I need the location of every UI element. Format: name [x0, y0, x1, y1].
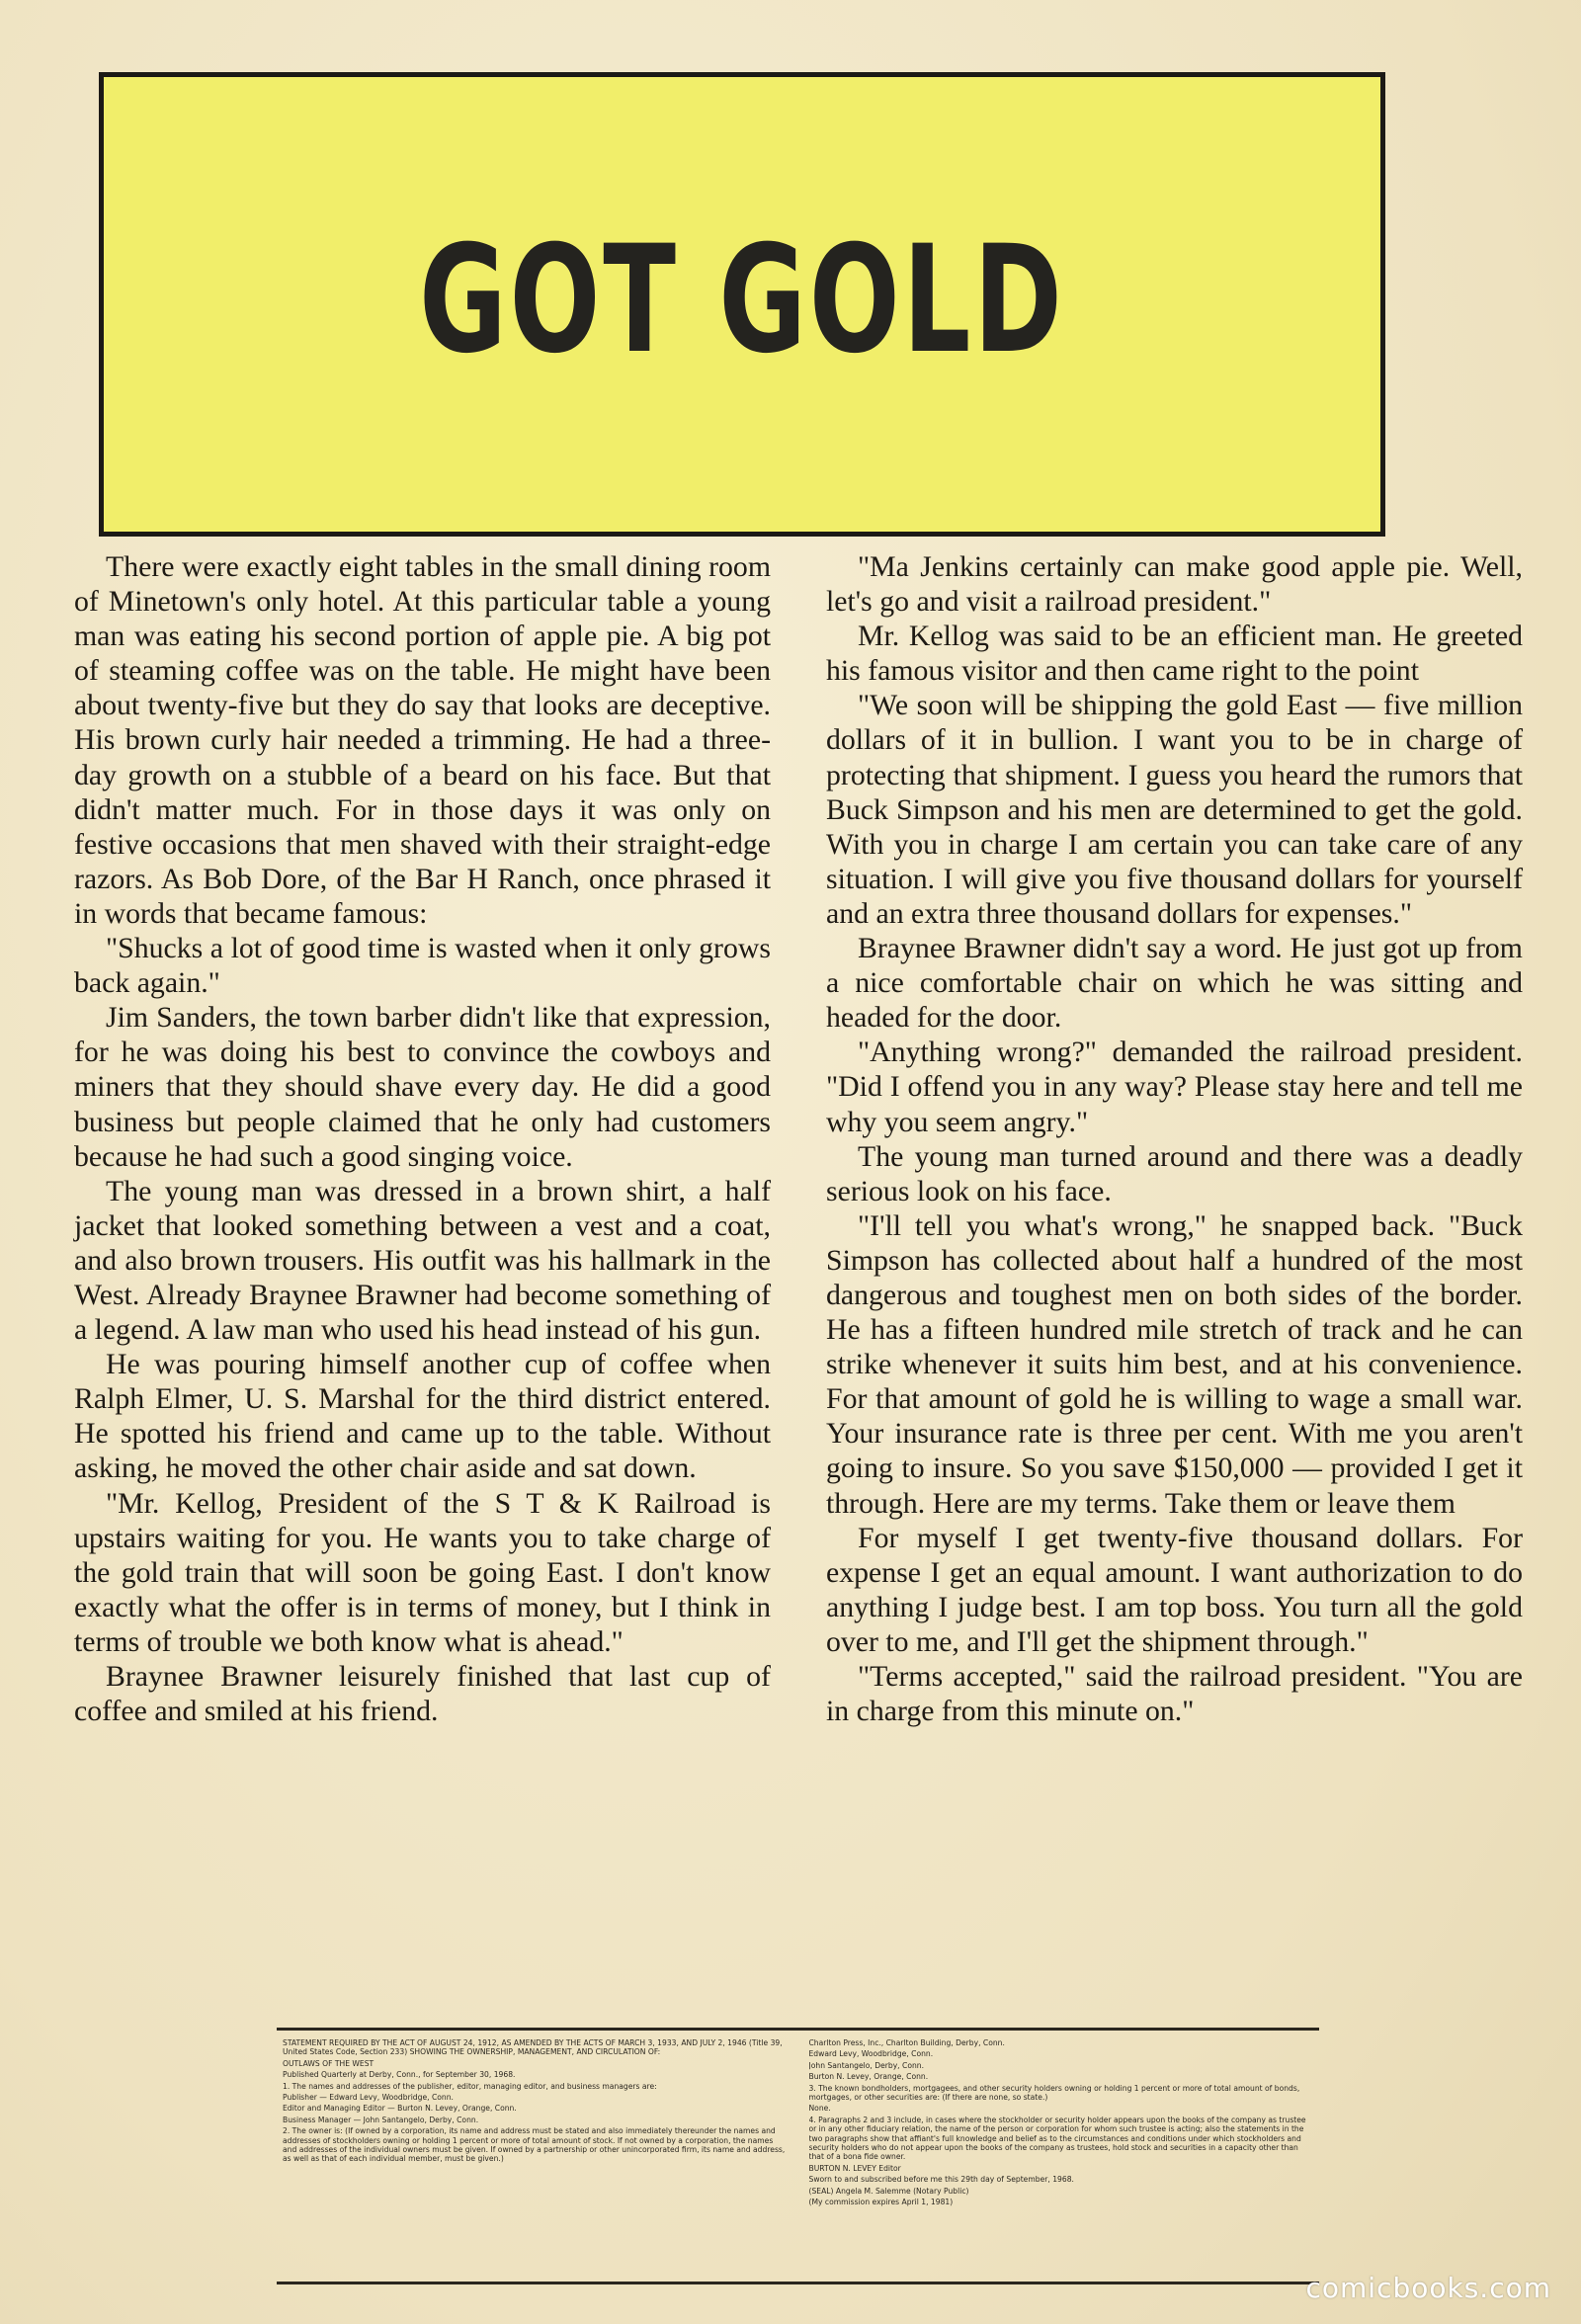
story-column-right: [826, 549, 1523, 1728]
statement-line: 2. The owner is: (If owned by a corporation, its name and address must be stated and also immediately thereunder the names and addresses of stockholders owning or holding 1 percent or more of total amount of stock. If not owned by a corporation, the names and addresses of the individual owners must be given. If owned by a partnership or other unincorporated firm, its name and address, as well as that of each individual member, must be given.): [283, 2126, 786, 2164]
story-column-left: [74, 549, 771, 1728]
statement-line: Edward Levy, Woodbridge, Conn.: [808, 2049, 934, 2059]
statement-line: (My commission expires April 1, 1981): [808, 2198, 954, 2207]
statement-column-right: [809, 2038, 1314, 2282]
paragraph: The young man turned around and there was a deadly serious look on his face.: [826, 1139, 1523, 1207]
statement-line: OUTLAWS OF THE WEST: [283, 2058, 374, 2068]
paragraph: There were exactly eight tables in the small dining room of Minetown's only hotel. At this particular table a young man was eating his second portion of apple pie. A big pot of steaming coffee was on the table. He might have been about twenty-five but they do say that looks are deceptive. His brown curly hair needed a trimming. He had a three-day growth on a stubble of a beard on his face. But that didn't matter much. For in those days it was only on festive occasions that men shaved with their straight-edge razors. As Bob Dore, of the Bar H Ranch, once phrased it in words that became famous:: [74, 550, 771, 930]
statement-line: Charlton Press, Inc., Charlton Building, Derby, Conn.: [808, 2038, 1005, 2047]
statement-line: John Santangelo, Derby, Conn.: [808, 2060, 925, 2070]
paragraph: The young man was dressed in a brown shirt, a half jacket that looked something between a vest and a coat, and also brown trousers. His outfit was his hallmark in the West. Already Braynee Brawner had become something of a legend. A law man who used his head instead of his gun.: [74, 1174, 771, 1347]
paragraph: For myself I get twenty-five thousand dollars. For expense I get an equal amount. I want authorization to do anything I judge best. I am top boss. You turn all the gold over to me, and I'll get the shipment through.": [826, 1521, 1523, 1658]
paragraph: "We soon will be shipping the gold East — five million dollars of it in bullion. I want you to be in charge of protecting that shipment. I guess you heard the rumors that Buck Simpson and his men are determined to get the gold. With you in charge I am certain you can take care of any situation. I will give you five thousand dollars for yourself and an extra three thousand dollars for expenses.": [826, 689, 1523, 930]
paragraph: Mr. Kellog was said to be an efficient man. He greeted his famous visitor and then came right to the point: [826, 620, 1523, 688]
statement-line: Burton N. Levey, Orange, Conn.: [808, 2072, 929, 2082]
statement-line: Published Quarterly at Derby, Conn., for September 30, 1968.: [283, 2070, 516, 2080]
paragraph: "Shucks a lot of good time is wasted when it only grows back again.": [74, 932, 771, 1000]
statement-line: Business Manager — John Santangelo, Derby, Conn.: [283, 2115, 479, 2124]
statement-line: Sworn to and subscribed before me this 29th day of September, 1968.: [808, 2175, 1074, 2185]
statement-column-left: [283, 2038, 788, 2282]
paragraph: Braynee Brawner didn't say a word. He just got up from a nice comfortable chair on which he was sitting and headed for the door.: [826, 932, 1523, 1035]
paragraph: "Terms accepted," said the railroad president. "You are in charge from this minute on.": [826, 1660, 1523, 1728]
statement-line: 4. Paragraphs 2 and 3 include, in cases where the stockholder or security holder appears upon the books of the company as trustee or in any other fiduciary relation, the name of the person or corporation for whom such trustee is acting; also the statements in the two paragraphs show that affiant's full knowledge and belief as to the circumstances and conditions under which stockholders and security holders who do not appear upon the books of the company as trustees, hold stock and securities in a capacity other than that of a bona fide owner.: [808, 2115, 1306, 2162]
title-box: [99, 72, 1385, 537]
statement-line: (SEAL) Angela M. Salemme (Notary Public): [808, 2186, 969, 2196]
ownership-statement: [277, 2028, 1319, 2284]
watermark: comicbooks.com: [1305, 2272, 1551, 2304]
paragraph: Braynee Brawner leisurely finished that last cup of coffee and smiled at his friend.: [74, 1660, 771, 1728]
paragraph: Jim Sanders, the town barber didn't like that expression, for he was doing his best to convince the cowboys and miners that they should shave every day. He did a good business but people claimed that he only had customers because he had such a good singing voice.: [74, 1001, 771, 1173]
statement-line: Publisher — Edward Levy, Woodbridge, Conn.: [283, 2093, 454, 2103]
paragraph: "Ma Jenkins certainly can make good apple pie. Well, let's go and visit a railroad president.": [826, 550, 1523, 619]
statement-line: None.: [808, 2104, 831, 2114]
statement-line: 1. The names and addresses of the publisher, editor, managing editor, and business managers are:: [283, 2081, 657, 2091]
paragraph: "Mr. Kellog, President of the S T & K Railroad is upstairs waiting for you. He wants you to take charge of the gold train that will soon be going East. I don't know exactly what the offer is in terms of money, but I think in terms of trouble we both know what is ahead.": [74, 1486, 771, 1658]
statement-line: Editor and Managing Editor — Burton N. Levey, Orange, Conn.: [283, 2104, 517, 2114]
story-title: GOT GOLD: [419, 214, 1065, 386]
statement-line: 3. The known bondholders, mortgagees, and other security holders owning or holding 1 percent or more of total amount of bonds, mortgages, or other securities are: (If there are none, so state.): [808, 2083, 1300, 2103]
paragraph: "I'll tell you what's wrong," he snapped back. "Buck Simpson has collected about half a hundred of the most dangerous and toughest men on both sides of the border. He has a fifteen hundred mile stretch of track and he can strike whenever it suits him best, and at his convenience. For that amount of gold he is willing to wage a small war. Your insurance rate is three per cent. With me you aren't going to insure. So you save $150,000 — provided I get it through. Here are my terms. Take them or leave them: [826, 1208, 1523, 1520]
paragraph: "Anything wrong?" demanded the railroad president. "Did I offend you in any way? Please stay here and tell me why you seem angry.": [826, 1036, 1523, 1138]
statement-line: BURTON N. LEVEY Editor: [808, 2163, 901, 2173]
paragraph: He was pouring himself another cup of coffee when Ralph Elmer, U. S. Marshal for the third district entered. He spotted his friend and came up to the table. Without asking, he moved the other chair aside and sat down.: [74, 1348, 771, 1485]
statement-line: STATEMENT REQUIRED BY THE ACT OF AUGUST 24, 1912, AS AMENDED BY THE ACTS OF MARCH 3, 1933, AND JULY 2, 1946 (Title 39, United States Code, Section 233) SHOWING THE OWNERSHIP, MANAGEMENT, AND CIRCULATION OF:: [283, 2038, 783, 2057]
